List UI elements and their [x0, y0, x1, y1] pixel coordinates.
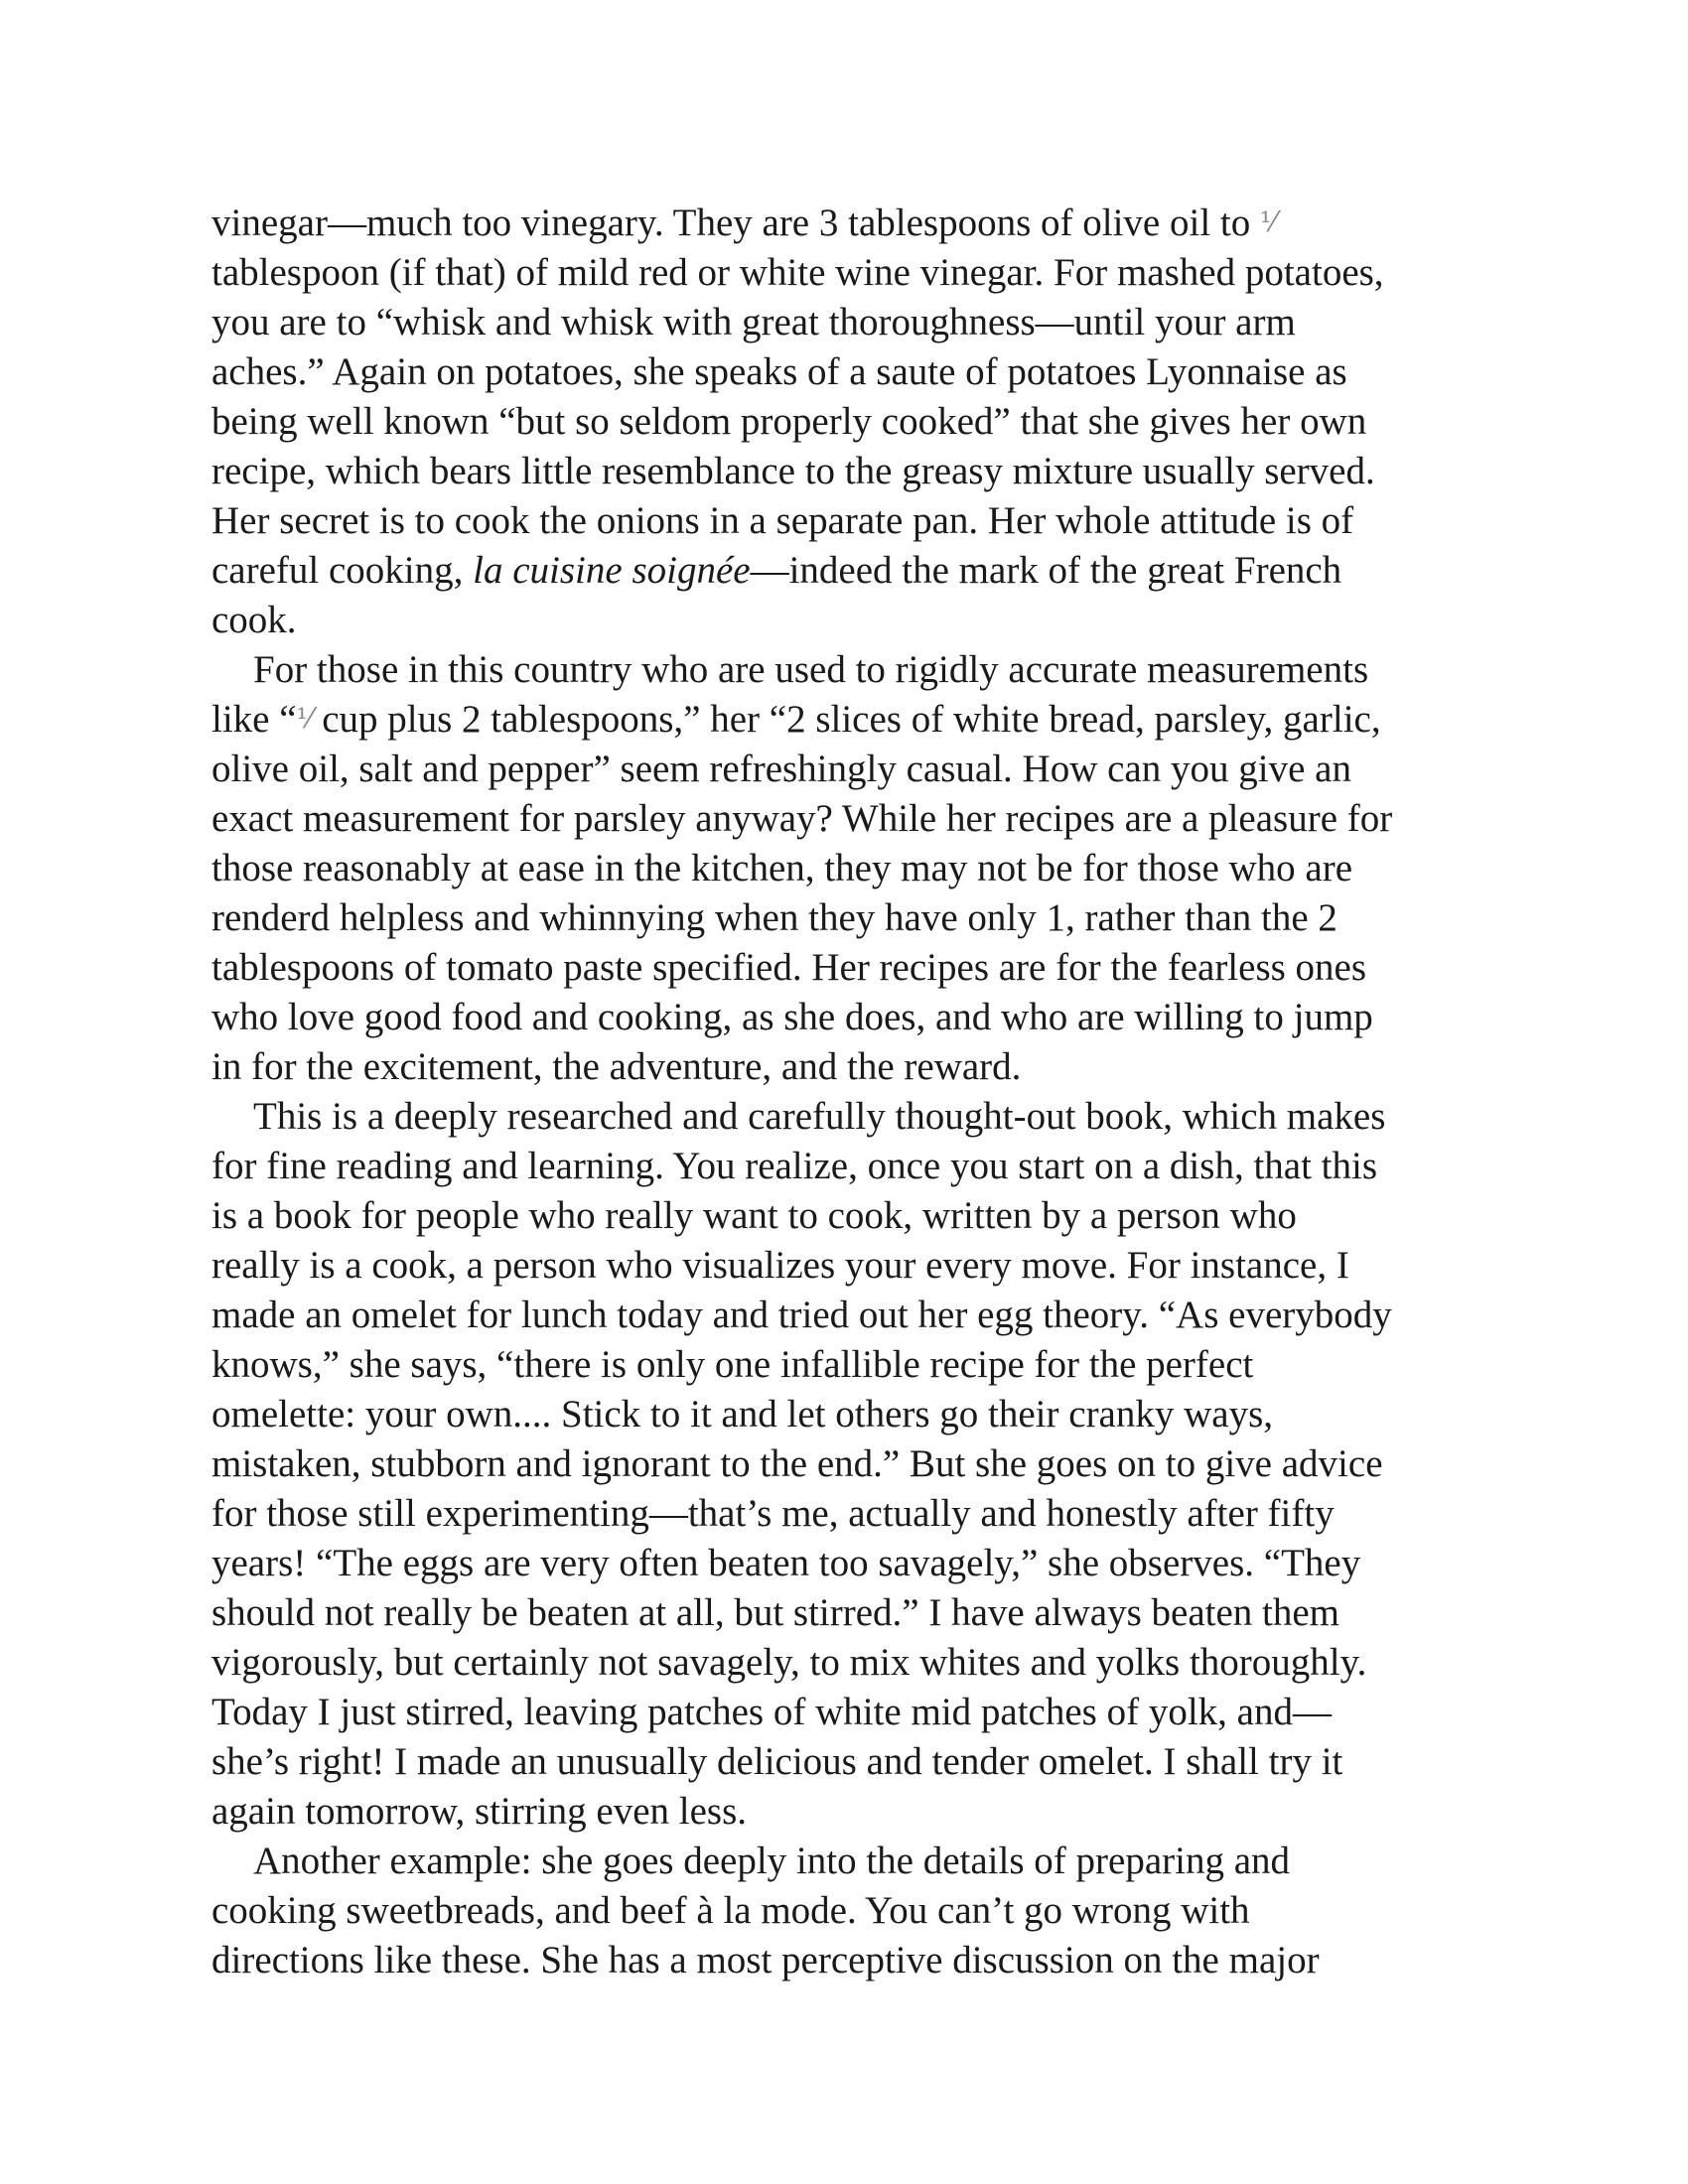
text-line: knows,” she says, “there is only one infallible recipe for the perfect	[211, 1343, 1254, 1386]
text-line: like “⅟ cup plus 2 tablespoons,” her “2 slices of white bread, parsley, garlic,	[211, 695, 1522, 745]
text-line: who love good food and cooking, as she does, and who are willing to jump	[211, 996, 1373, 1038]
text-line: olive oil, salt and pepper” seem refreshingly casual. How can you give an	[211, 748, 1351, 790]
text-line: vigorously, but certainly not savagely, to mix whites and yolks thoroughly.	[211, 1641, 1367, 1684]
text-line: mistaken, stubborn and ignorant to the end.” But she goes on to give advice	[211, 1442, 1383, 1485]
paragraph-first-line: For those in this country who are used to rigidly accurate measurements	[253, 648, 1369, 691]
text-line: again tomorrow, stirring even less.	[211, 1790, 748, 1833]
text-line: is a book for people who really want to cook, written by a person who	[211, 1194, 1297, 1237]
text-line: exact measurement for parsley anyway? While her recipes are a pleasure for	[211, 797, 1393, 840]
text-line: really is a cook, a person who visualizes your every move. For instance, I	[211, 1244, 1349, 1287]
text-line: careful cooking, la cuisine soignée—indeed the mark of the great French	[211, 549, 1342, 592]
text-line: recipe, which bears little resemblance to the greasy mixture usually served.	[211, 450, 1375, 492]
text-line: she’s right! I made an unusually delicious and tender omelet. I shall try it	[211, 1740, 1343, 1783]
text-line: directions like these. She has a most perceptive discussion on the major	[211, 1939, 1320, 1981]
text-line: tablespoon (if that) of mild red or white wine vinegar. For mashed potatoes,	[211, 251, 1384, 294]
text-line: omelette: your own.... Stick to it and let others go their cranky ways,	[211, 1393, 1274, 1435]
body-text	[211, 199, 1522, 1985]
fraction-glyph: ⅟	[296, 704, 313, 735]
text-line: vinegar—much too vinegary. They are 3 tablespoons of olive oil to ⅟	[211, 199, 1522, 248]
text-line: should not really be beaten at all, but stirred.” I have always beaten them	[211, 1591, 1340, 1634]
text-line: being well known “but so seldom properly cooked” that she gives her own	[211, 400, 1367, 443]
italic-phrase: la cuisine soignée	[473, 549, 751, 592]
text-line: made an omelet for lunch today and tried out her egg theory. “As everybody	[211, 1294, 1392, 1336]
text-line: aches.” Again on potatoes, she speaks of a saute of potatoes Lyonnaise as	[211, 350, 1347, 393]
text-line: for those still experimenting—that’s me, actually and honestly after fifty	[211, 1492, 1335, 1535]
fraction-glyph: ⅟	[1260, 207, 1276, 238]
paragraph-first-line: Another example: she goes deeply into the details of preparing and	[253, 1840, 1291, 1882]
text-line: renderd helpless and whinnying when they have only 1, rather than the 2	[211, 896, 1337, 939]
paragraph-first-line: This is a deeply researched and carefully thought-out book, which makes	[253, 1095, 1386, 1138]
text-line: Today I just stirred, leaving patches of white mid patches of yolk, and—	[211, 1691, 1332, 1733]
text-line: years! “The eggs are very often beaten too savagely,” she observes. “They	[211, 1542, 1361, 1584]
text-line: those reasonably at ease in the kitchen, they may not be for those who are	[211, 847, 1353, 889]
text-line: Her secret is to cook the onions in a separate pan. Her whole attitude is of	[211, 499, 1354, 542]
text-line: cooking sweetbreads, and beef à la mode. You can’t go wrong with	[211, 1889, 1250, 1932]
text-line: you are to “whisk and whisk with great thoroughness—until your arm	[211, 301, 1296, 343]
text-line: in for the excitement, the adventure, and the reward.	[211, 1045, 1022, 1088]
text-line: cook.	[211, 599, 297, 641]
text-line: for fine reading and learning. You realize, once you start on a dish, that this	[211, 1145, 1378, 1187]
text-line: tablespoons of tomato paste specified. Her recipes are for the fearless ones	[211, 946, 1367, 989]
